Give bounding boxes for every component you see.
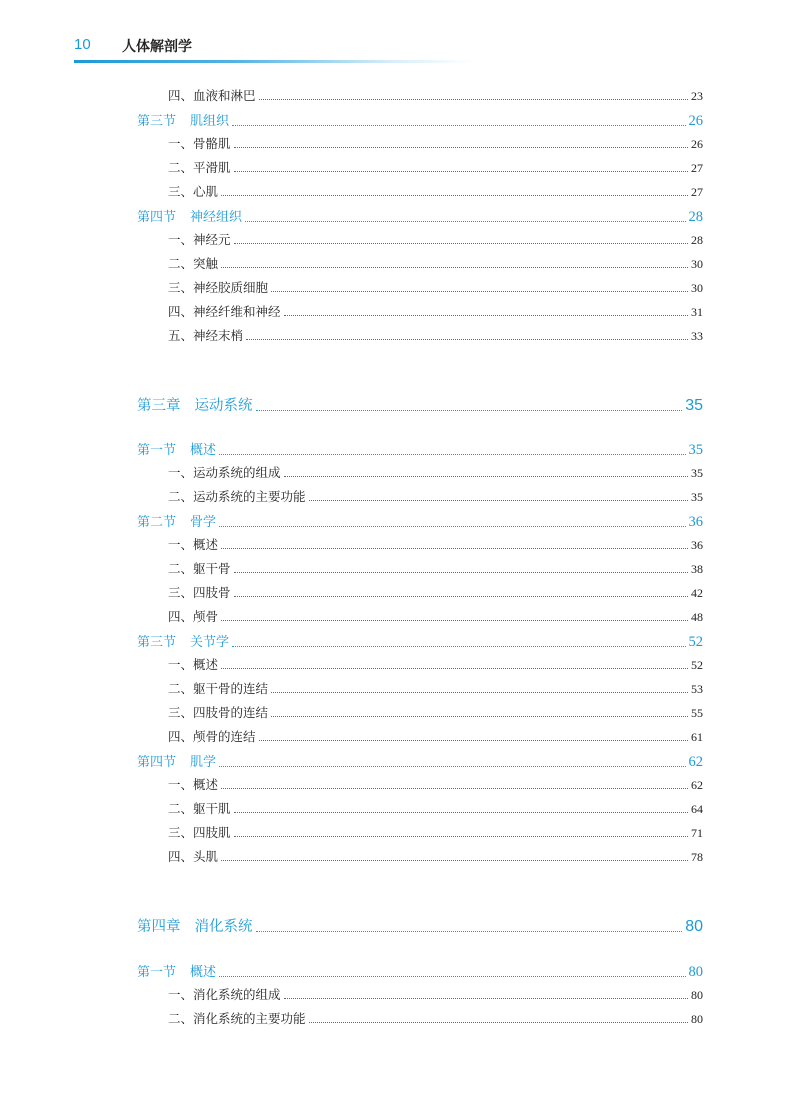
toc-page-number: 64 (691, 802, 703, 816)
toc-item-title: 四、神经纤维和神经 (168, 304, 281, 319)
toc-item-title: 一、概述 (168, 657, 219, 672)
toc-page-number: 62 (691, 778, 703, 792)
toc-item-title: 三、心肌 (168, 184, 219, 199)
toc-section-number: 第一节 (137, 443, 177, 458)
toc-page-number: 27 (691, 161, 703, 175)
toc-item-title: 一、概述 (168, 777, 219, 792)
page-header (0, 0, 800, 70)
dot-leader (219, 765, 685, 767)
toc-section-number: 第三节 (137, 114, 177, 129)
toc-section-row[interactable] (137, 751, 703, 771)
toc-page-number: 26 (691, 137, 703, 151)
toc-item-row[interactable] (168, 1009, 703, 1027)
toc-page-number: 71 (691, 826, 703, 840)
book-title: 人体解剖学 (122, 39, 192, 55)
toc-item-row[interactable] (168, 655, 703, 673)
toc-section-title (137, 439, 216, 458)
toc-section-label: 关节学 (190, 635, 230, 650)
toc-item-row[interactable] (168, 583, 703, 601)
toc-item-row[interactable] (168, 679, 703, 697)
toc-page-number: 27 (691, 185, 703, 199)
toc-page-number: 26 (688, 113, 703, 129)
toc-page-number: 80 (688, 964, 703, 980)
toc-chapter-label: 运动系统 (194, 398, 253, 414)
toc-item-title: 五、神经末梢 (168, 328, 244, 343)
toc-item-title: 四、颅骨 (168, 609, 219, 624)
toc-chapter-title (137, 915, 253, 936)
toc-page-number: 35 (685, 397, 703, 414)
toc-item-title: 一、骨骼肌 (168, 136, 231, 151)
toc-section-number: 第三节 (137, 635, 177, 650)
toc-item-row[interactable] (168, 134, 703, 152)
toc-page-number: 35 (691, 490, 703, 504)
toc-page-number: 78 (691, 850, 703, 864)
toc-page-number: 36 (691, 538, 703, 552)
toc-chapter-label: 消化系统 (194, 919, 253, 935)
toc-page-number: 38 (691, 562, 703, 576)
dot-leader (232, 645, 685, 647)
toc-item-title: 二、运动系统的主要功能 (168, 489, 306, 504)
toc-item-row[interactable] (168, 463, 703, 481)
dot-leader (221, 194, 688, 196)
toc-page-number: 30 (691, 257, 703, 271)
toc-item-row[interactable] (168, 158, 703, 176)
toc-section-label: 肌学 (190, 755, 217, 770)
toc-item-title: 一、消化系统的组成 (168, 987, 281, 1002)
toc-item-row[interactable] (168, 254, 703, 272)
dot-leader (219, 525, 685, 527)
toc-page-number: 36 (688, 514, 703, 530)
toc-page-number: 33 (691, 329, 703, 343)
header-rule (74, 60, 474, 63)
toc-chapter-number: 第三章 (137, 398, 181, 414)
toc-item-title: 一、神经元 (168, 232, 231, 247)
toc-page-number: 52 (691, 658, 703, 672)
dot-leader (271, 290, 688, 292)
dot-leader (234, 170, 688, 172)
toc-item-row[interactable] (168, 847, 703, 865)
toc-item-row[interactable] (168, 302, 703, 320)
toc-section-title (137, 110, 229, 129)
toc-section-row[interactable] (137, 631, 703, 651)
toc-item-row[interactable] (168, 326, 703, 344)
toc-section-title (137, 206, 242, 225)
toc-section-title (137, 961, 216, 980)
toc-item-row[interactable] (168, 727, 703, 745)
toc-item-title: 三、神经胶质细胞 (168, 280, 269, 295)
toc-page-number: 31 (691, 305, 703, 319)
dot-leader (284, 314, 688, 316)
dot-leader (256, 409, 683, 411)
dot-leader (221, 619, 688, 621)
toc-page-number: 62 (688, 754, 703, 770)
toc-page-number: 61 (691, 730, 703, 744)
toc-section-title (137, 511, 216, 530)
toc-page-number: 52 (688, 634, 703, 650)
toc-chapter-number: 第四章 (137, 919, 181, 935)
toc-page-number: 80 (691, 988, 703, 1002)
toc-item-title: 四、头肌 (168, 849, 219, 864)
page-number: 10 (74, 36, 91, 53)
toc-section-title (137, 631, 229, 650)
toc-page-number: 55 (691, 706, 703, 720)
toc-item-title: 二、消化系统的主要功能 (168, 1011, 306, 1026)
toc-section-label: 神经组织 (190, 210, 243, 225)
dot-leader (234, 811, 688, 813)
dot-leader (221, 266, 688, 268)
toc-item-row[interactable] (168, 182, 703, 200)
dot-leader (309, 1021, 688, 1023)
toc-item-row[interactable] (168, 535, 703, 553)
toc-page-number: 80 (691, 1012, 703, 1026)
toc-page-number: 28 (688, 209, 703, 225)
toc-page-number: 30 (691, 281, 703, 295)
dot-leader (219, 975, 685, 977)
toc-section-label: 肌组织 (190, 114, 230, 129)
toc-chapter-row[interactable] (137, 915, 703, 936)
dot-leader (221, 547, 688, 549)
toc-item-title: 二、躯干骨的连结 (168, 681, 269, 696)
toc-item-row[interactable] (168, 230, 703, 248)
toc-item-row[interactable] (168, 823, 703, 841)
dot-leader (221, 787, 688, 789)
dot-leader (256, 930, 683, 932)
dot-leader (234, 595, 688, 597)
dot-leader (234, 835, 688, 837)
toc-item-title: 二、平滑肌 (168, 160, 231, 175)
toc-item-row[interactable] (168, 86, 703, 104)
toc-section-number: 第一节 (137, 965, 177, 980)
toc-page-number: 28 (691, 233, 703, 247)
toc-item-title: 一、运动系统的组成 (168, 465, 281, 480)
toc-item-title: 三、四肢肌 (168, 825, 231, 840)
toc-section-row[interactable] (137, 110, 703, 130)
toc-section-row[interactable] (137, 961, 703, 981)
toc-section-row[interactable] (137, 206, 703, 226)
toc-item-row[interactable] (168, 278, 703, 296)
toc-section-number: 第二节 (137, 515, 177, 530)
toc-item-title: 二、躯干骨 (168, 561, 231, 576)
toc-page-number: 35 (688, 442, 703, 458)
toc-item-title: 四、颅骨的连结 (168, 729, 256, 744)
toc-section-row[interactable] (137, 439, 703, 459)
toc-section-label: 概述 (190, 443, 217, 458)
dot-leader (221, 667, 688, 669)
toc-item-title: 二、突触 (168, 256, 219, 271)
dot-leader (259, 739, 688, 741)
toc-section-row[interactable] (137, 511, 703, 531)
toc-item-title: 一、概述 (168, 537, 219, 552)
toc-item-title: 三、四肢骨的连结 (168, 705, 269, 720)
toc-item-row[interactable] (168, 559, 703, 577)
toc-item-row[interactable] (168, 607, 703, 625)
dot-leader (221, 859, 688, 861)
toc-section-label: 概述 (190, 965, 217, 980)
dot-leader (309, 499, 688, 501)
toc-chapter-title (137, 394, 253, 415)
toc-item-row[interactable] (168, 799, 703, 817)
dot-leader (234, 242, 688, 244)
toc-item-row[interactable] (168, 775, 703, 793)
dot-leader (271, 715, 688, 717)
toc-item-title: 二、躯干肌 (168, 801, 231, 816)
dot-leader (271, 691, 688, 693)
toc-item-title: 四、血液和淋巴 (168, 88, 256, 103)
dot-leader (284, 475, 688, 477)
dot-leader (219, 453, 685, 455)
dot-leader (234, 571, 688, 573)
toc-page-number: 48 (691, 610, 703, 624)
toc-page-number: 42 (691, 586, 703, 600)
dot-leader (245, 220, 685, 222)
toc-item-row[interactable] (168, 487, 703, 505)
toc-page-number: 23 (691, 89, 703, 103)
toc-page-number: 53 (691, 682, 703, 696)
dot-leader (234, 146, 688, 148)
dot-leader (246, 338, 688, 340)
toc-chapter-row[interactable] (137, 394, 703, 415)
dot-leader (259, 98, 688, 100)
toc-section-number: 第四节 (137, 755, 177, 770)
toc-item-title: 三、四肢骨 (168, 585, 231, 600)
toc-section-title (137, 751, 216, 770)
toc-page-number: 35 (691, 466, 703, 480)
dot-leader (284, 997, 688, 999)
toc-section-label: 骨学 (190, 515, 217, 530)
toc-item-row[interactable] (168, 985, 703, 1003)
toc-item-row[interactable] (168, 703, 703, 721)
dot-leader (232, 124, 685, 126)
toc-section-number: 第四节 (137, 210, 177, 225)
toc-page-number: 80 (685, 918, 703, 935)
